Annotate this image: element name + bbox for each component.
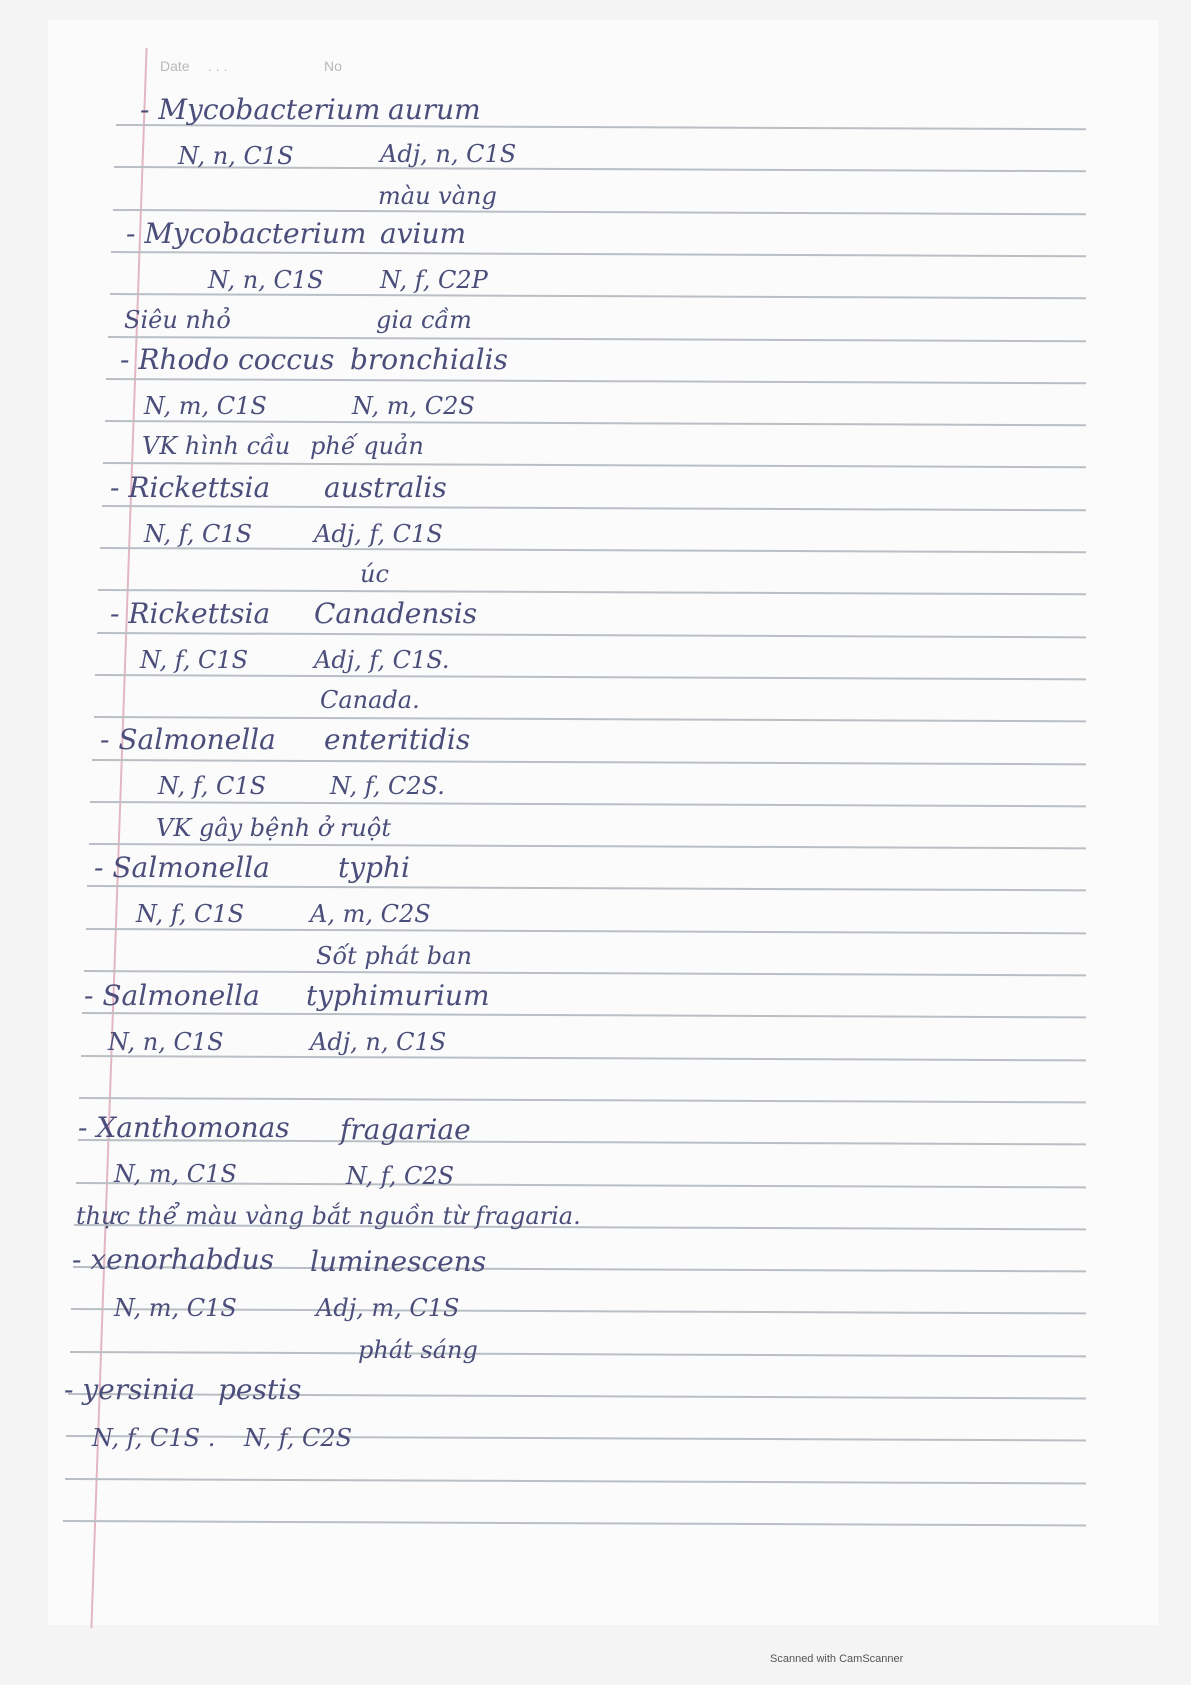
ruled-line [102,505,1086,511]
ruled-line [98,589,1086,595]
species-epithet: australis [324,471,447,504]
ruled-line [82,1012,1086,1018]
ruled-line [108,336,1086,342]
ruled-line [84,970,1086,976]
species-epithet: typhi [338,851,410,884]
genus-grammar: N, n, C1S [208,266,324,294]
ruled-line [70,1351,1086,1357]
species-grammar: Adj, n, C1S [380,140,517,168]
species-grammar: Adj, m, C1S [316,1294,460,1322]
genus-name: - Rhodo coccus [120,343,335,376]
ruled-line [87,885,1086,891]
ruled-line [106,378,1086,384]
ruled-line [113,209,1086,215]
species-meaning: phế quản [310,432,424,460]
notebook-page [48,20,1158,1625]
ruled-line [103,462,1086,468]
species-grammar: Adj, n, C1S [310,1028,447,1056]
species-grammar: A, m, C2S [310,900,431,928]
scanner-watermark: Scanned with CamScanner [770,1653,904,1665]
genus-name: - Salmonella [84,979,260,1012]
genus-grammar: N, m, C1S [144,392,267,420]
genus-grammar: N, f, C1S [158,772,267,800]
species-meaning: Sốt phát ban [316,942,472,970]
ruled-line [81,1055,1086,1061]
genus-name: - Mycobacterium [140,93,381,126]
species-epithet: enteritidis [324,723,471,756]
species-meaning: màu vàng [378,182,497,210]
species-grammar: Adj, f, C1S. [314,646,450,674]
genus-grammar: N, f, C1S . [92,1424,216,1452]
genus-name: - Mycobacterium [126,217,367,250]
genus-meaning: VK gây bệnh ở ruột [156,814,391,842]
species-grammar: N, f, C2S. [330,772,445,800]
genus-grammar: N, f, C1S [140,646,249,674]
species-epithet: typhimurium [306,979,490,1012]
genus-name: - Rickettsia [110,597,271,630]
genus-grammar: N, f, C1S [144,520,253,548]
species-meaning: úc [360,560,389,588]
species-epithet: Canadensis [314,597,478,630]
genus-name: - Xanthomonas [78,1111,290,1144]
ruled-line [92,759,1086,765]
genus-name: - Rickettsia [110,471,271,504]
species-epithet: aurum [388,93,481,126]
date-label: Date [160,58,190,74]
genus-name: - xenorhabdus [72,1243,274,1276]
genus-grammar: N, m, C1S [114,1160,237,1188]
species-meaning: phát sáng [358,1336,478,1364]
genus-grammar: N, n, C1S [108,1028,224,1056]
genus-grammar: N, m, C1S [114,1294,237,1322]
species-grammar: N, f, C2S [244,1424,353,1452]
genus-grammar: N, f, C1S [136,900,245,928]
ruled-line [94,716,1086,722]
species-epithet: pestis [218,1373,302,1406]
genus-meaning: Siêu nhỏ [124,306,231,334]
species-grammar: N, f, C2S [346,1162,455,1190]
date-dots: . . . [208,58,228,74]
genus-name: - yersinia [64,1373,196,1406]
genus-name: - Salmonella [100,723,276,756]
genus-meaning: thực thể màu vàng bắt nguồn từ fragaria. [76,1202,581,1230]
species-epithet: luminescens [310,1245,487,1278]
species-epithet: avium [380,217,467,250]
species-meaning: Canada. [320,686,420,714]
genus-name: - Salmonella [94,851,270,884]
ruled-line [63,1520,1086,1526]
ruled-line [111,251,1086,257]
ruled-line [79,1097,1086,1103]
genus-meaning: VK hình cầu [142,432,291,460]
genus-grammar: N, n, C1S [178,142,294,170]
ruled-line [66,1435,1086,1441]
species-grammar: N, f, C2P [380,266,488,294]
species-epithet: bronchialis [350,343,508,376]
number-label: No [324,58,342,74]
ruled-line [65,1478,1086,1484]
ruled-line [97,632,1086,638]
species-grammar: N, m, C2S [352,392,475,420]
species-meaning: gia cầm [376,306,472,334]
species-grammar: Adj, f, C1S [314,520,443,548]
species-epithet: fragariae [340,1113,471,1146]
